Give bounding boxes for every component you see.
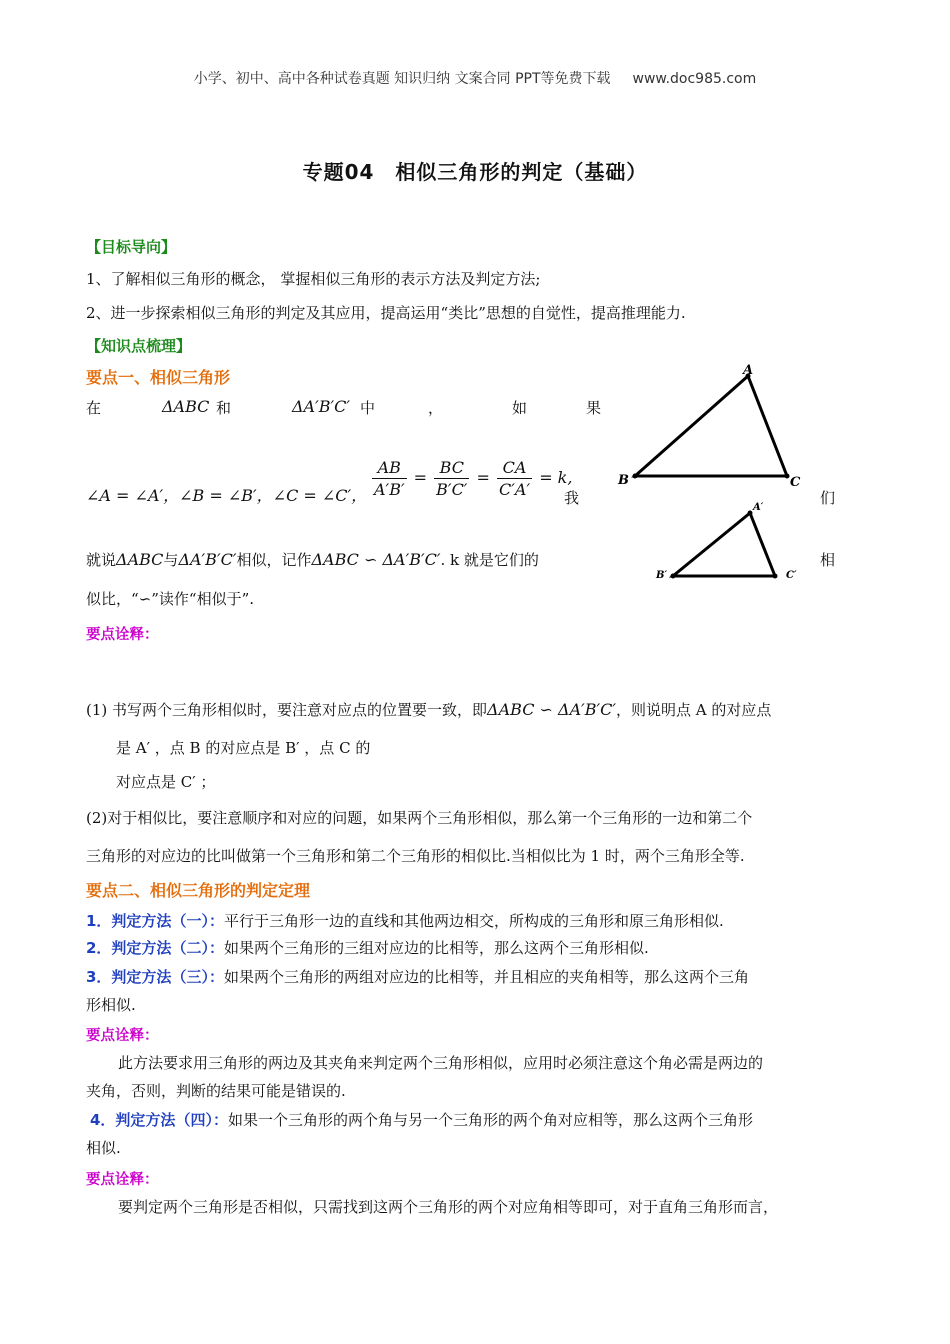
point2-note2-heading: 要点诠释： — [86, 1172, 159, 1188]
method-4: 4．判定方法（四）：如果一个三角形的两个角与另一个三角形的两个角对应相等，那么这两个三角形 — [90, 1111, 753, 1129]
fraction-ca: $\frac{CA}{C'A'}$ — [499, 458, 531, 499]
label-c-prime: C′ — [786, 570, 797, 581]
note1-line2: 是 A′ ，点 B 的对应点是 B′ ，点 C 的 — [116, 739, 371, 757]
row1-guo: 果 — [586, 399, 602, 417]
row1-zai: 在 — [86, 399, 102, 417]
row4-text: 似比，“∽”读作“相似于”. — [86, 590, 255, 608]
page-header — [0, 68, 950, 88]
ratio-equation — [370, 458, 572, 499]
point2-note1-line1: 此方法要求用三角形的两边及其夹角来判定两个三角形相似，应用时必须注意这个角必需是两边的 — [118, 1054, 764, 1072]
fraction-bc: $\frac{BC}{B'C'}$ — [436, 458, 468, 499]
row3-xiang: 相 — [820, 551, 836, 569]
point2-heading: 要点二、相似三角形的判定定理 — [86, 881, 311, 900]
header-text: 小学、初中、高中各种试卷真题 知识归纳 文案合同 PPT等免费下载 — [193, 71, 611, 87]
row1-he: 和 — [216, 399, 232, 417]
similar-triangles-figure — [610, 360, 825, 590]
point1-heading: 要点一、相似三角形 — [86, 368, 231, 387]
row1-triangle-abc: ΔABC — [162, 397, 210, 416]
label-b: B — [618, 473, 629, 488]
method-1: 1．判定方法（一）：平行于三角形一边的直线和其他两边相交，所构成的三角形和原三角形相似. — [86, 912, 724, 930]
method-3-cont: 形相似. — [86, 996, 136, 1014]
row3-text: 就说ΔABC与ΔA′B′C′相似，记作ΔABC ∽ ΔA′B′C′. k 就是它们的 — [86, 550, 539, 569]
row2-wo: 我 — [564, 489, 580, 507]
triangle-abc — [635, 376, 787, 476]
header-url[interactable]: www.doc985.com — [632, 71, 757, 87]
point1-note-heading: 要点诠释： — [86, 627, 159, 643]
note2-line1: (2)对于相似比，要注意顺序和对应的问题，如果两个三角形相似，那么第一个三角形的一边和第二个 — [86, 809, 753, 827]
method-2: 2．判定方法（二）：如果两个三角形的三组对应边的比相等，那么这两个三角形相似. — [86, 939, 649, 957]
method-3: 3．判定方法（三）：如果两个三角形的两组对应边的比相等，并且相应的夹角相等，那么这两个三角 — [86, 968, 749, 986]
row2-men: 们 — [820, 489, 836, 507]
note1-line3: 对应点是 C′ ； — [116, 773, 216, 791]
label-a-prime: A′ — [753, 502, 764, 513]
point2-note1-heading: 要点诠释： — [86, 1028, 159, 1044]
page-title: 专题04 相似三角形的判定（基础） — [302, 160, 648, 184]
equals-k: = k, — [539, 468, 573, 487]
row1-ru: 如 — [512, 399, 528, 417]
equal-sign-2: = — [476, 468, 490, 487]
note1-line1: (1) 书写两个三角形相似时，要注意对应点的位置要一致，即ΔABC ∽ ΔA′B′C′，则说明点 A 的对应点 — [86, 700, 772, 719]
goal-item-1: 1、了解相似三角形的概念， 掌握相似三角形的表示方法及判定方法; — [86, 270, 541, 288]
row1-zhong: 中 — [360, 399, 376, 417]
row1-comma: ， — [428, 399, 444, 417]
angle-equalities: ∠A = ∠A′，∠B = ∠B′，∠C = ∠C′， — [86, 486, 368, 505]
label-b-prime: B′ — [656, 570, 668, 581]
knowledge-heading: 【知识点梳理】 — [86, 337, 192, 355]
label-a: A — [743, 363, 754, 378]
note2-line2: 三角形的对应边的比叫做第一个三角形和第二个三角形的相似比.当相似比为 1 时，两个三角形全等. — [86, 847, 745, 865]
fraction-ab: $\frac{AB}{A'B'}$ — [374, 458, 405, 499]
point2-note1-line2: 夹角，否则，判断的结果可能是错误的. — [86, 1082, 346, 1100]
triangle-abc-prime — [673, 513, 775, 576]
goals-heading: 【目标导向】 — [86, 238, 177, 256]
point2-note2-line1: 要判定两个三角形是否相似，只需找到这两个三角形的两个对应角相等即可，对于直角三角形而言， — [118, 1198, 779, 1216]
label-c: C — [790, 475, 801, 490]
goal-item-2: 2、进一步探索相似三角形的判定及其应用，提高运用“类比”思想的自觉性，提高推理能力. — [86, 304, 686, 322]
method-4-cont: 相似. — [86, 1139, 121, 1157]
row1-triangle-abc-prime: ΔA′B′C′ — [292, 397, 351, 416]
equal-sign-1: = — [413, 468, 428, 487]
